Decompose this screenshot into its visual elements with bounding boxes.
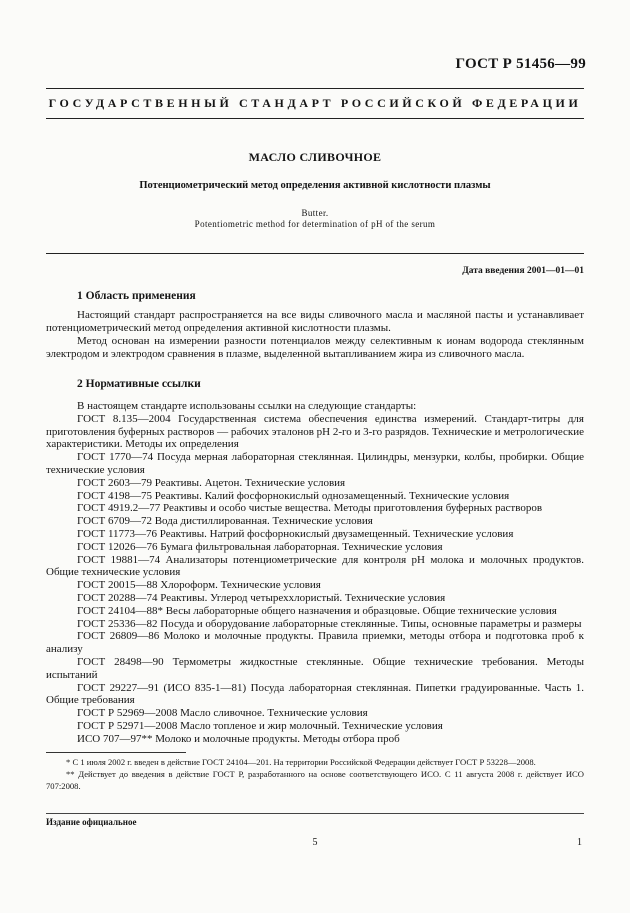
reference-item: ГОСТ 1770—74 Посуда мерная лабораторная стеклянная. Цилиндры, мензурки, колбы, пробирки. Общие технические условия (46, 451, 584, 476)
top-rule (46, 88, 584, 89)
reference-item: ГОСТ 4198—75 Реактивы. Калий фосфорнокислый однозамещенный. Технические условия (77, 489, 510, 502)
normative-references-list (46, 400, 584, 746)
reference-item: ГОСТ 29227—91 (ИСО 835-1—81) Посуда лабораторная стеклянная. Пипетки градуированные. Часть 1. Общие требования (46, 681, 584, 707)
reference-item: ГОСТ 28498—90 Термометры жидкостные стеклянные. Общие технические требования. Методы испытаний (46, 655, 584, 681)
edition-label: Издание официальное (46, 817, 137, 827)
reference-item: ГОСТ 4919.2—77 Реактивы и особо чистые вещества. Методы приготовления буферных растворов (77, 502, 543, 515)
reference-item: ГОСТ 24104—88* Весы лабораторные общего назначения и образцовые. Общие технические условия (77, 604, 557, 617)
title-rule (46, 118, 584, 119)
paragraph: Настоящий стандарт распространяется на все виды сливочного масла и масляной пасты и устанавливает потенциометрический метод определения активной кислотности плазмы. (46, 309, 584, 334)
standard-title: ГОСУДАРСТВЕННЫЙ СТАНДАРТ РОССИЙСКОЙ ФЕДЕРАЦИИ (48, 96, 582, 110)
date-rule (46, 253, 584, 254)
reference-item: ГОСТ 19881—74 Анализаторы потенциометрические для контроля pH молока и молочных продуктов. Общие технические условия (46, 553, 584, 579)
document-subtitle: Потенциометрический метод определения активной кислотности плазмы (139, 180, 491, 191)
sheet-number: 1 (577, 837, 582, 848)
english-title-line-1: Butter. (301, 208, 329, 218)
reference-item: ГОСТ 26809—86 Молоко и молочные продукты. Правила приемки, методы отбора и подготовка проб к анализу (46, 630, 584, 656)
reference-item: ИСО 707—97** Молоко и молочные продукты. Методы отбора проб (77, 732, 400, 745)
document-title: МАСЛО СЛИВОЧНОЕ (248, 150, 382, 164)
section-1-body (46, 309, 584, 361)
footnote-rule (46, 752, 186, 753)
paragraph: Метод основан на измерении разности потенциалов между селективным к ионам водорода стеклянным электродом и электродом сравнения в плазме, выделенной вытапливанием жира из сливочного масла. (46, 335, 584, 360)
section-1-heading: 1 Область применения (77, 290, 196, 302)
footnote: ** Действует до введения в действие ГОСТ Р, разработанного на основе соответствующего ИСО. С 11 августа 2008 г. действует ИСО 707:2008. (46, 769, 584, 791)
reference-item: ГОСТ 2603—79 Реактивы. Ацетон. Технические условия (77, 476, 346, 489)
english-title-line-2: Potentiometric method for determination of pH of the serum (194, 219, 436, 229)
reference-item: ГОСТ 25336—82 Посуда и оборудование лабораторные стеклянные. Типы, основные параметры и размеры (77, 617, 582, 630)
introduction-date: Дата введения 2001—01—01 (462, 266, 584, 276)
reference-item: ГОСТ Р 52969—2008 Масло сливочное. Технические условия (77, 707, 368, 720)
reference-item: ГОСТ 12026—76 Бумага фильтровальная лабораторная. Технические условия (77, 540, 443, 553)
reference-item: ГОСТ 20288—74 Реактивы. Углерод четыреххлористый. Технические условия (77, 591, 446, 604)
gost-number: ГОСТ Р 51456—99 (455, 56, 586, 72)
page-number: 5 (312, 837, 318, 848)
edition-rule (46, 813, 584, 814)
footnotes (46, 756, 584, 792)
reference-item: ГОСТ 6709—72 Вода дистиллированная. Технические условия (77, 515, 373, 528)
section-2-heading: 2 Нормативные ссылки (77, 378, 201, 390)
reference-item: ГОСТ 11773—76 Реактивы. Натрий фосфорнокислый двузамещенный. Технические условия (77, 527, 514, 540)
reference-item: ГОСТ 8.135—2004 Государственная система обеспечения единства измерений. Стандарт-титры для приготовления буферных растворов — рабочих эталонов pH 2-го и 3-го разрядов. Технические и метрологические характеристики. Методы их определения (46, 412, 584, 451)
reference-item: ГОСТ Р 52971—2008 Масло топленое и жир молочный. Технические условия (77, 719, 443, 732)
reference-item: ГОСТ 20015—88 Хлороформ. Технические условия (77, 579, 321, 592)
footnote: * С 1 июля 2002 г. введен в действие ГОСТ 24104—201. На территории Российской Федерации действует ГОСТ Р 53228—2008. (66, 757, 536, 767)
references-intro: В настоящем стандарте использованы ссылки на следующие стандарты: (77, 400, 417, 412)
